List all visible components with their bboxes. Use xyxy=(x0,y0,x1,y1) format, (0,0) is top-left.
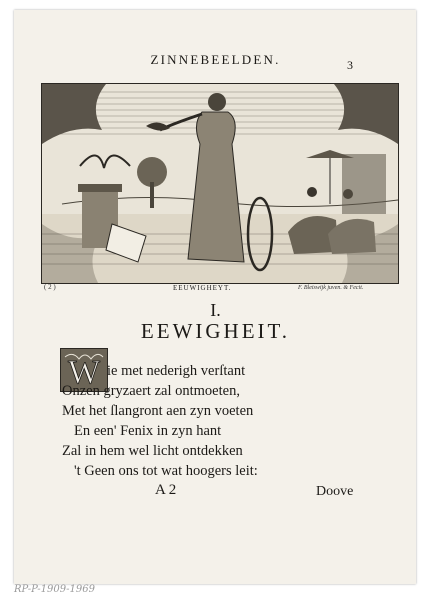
verse-line-4: En een' Fenix in zyn hant xyxy=(74,423,222,439)
verse-line-6: 't Geen ons tot wat hoogers leit: xyxy=(74,463,258,479)
verse-line-1: ie met nederigh verſtant xyxy=(107,363,246,379)
engraving-illustration xyxy=(42,84,398,283)
collection-stamp: RP-P-1909-1969 xyxy=(14,584,95,595)
engraving-title: EEUWIGHEYT. xyxy=(173,284,232,292)
engraving-plate-number: ( 2 ) xyxy=(44,283,56,291)
running-head: ZINNEBEELDEN. xyxy=(150,52,281,67)
catchword: Doove xyxy=(316,484,354,499)
section-title: EEWIGHEIT. xyxy=(140,319,291,343)
engraver-credit: F. Bleiswijk juven. & Fecit. xyxy=(298,285,364,291)
signature-mark: A 2 xyxy=(155,482,177,498)
verse-line-3: Met het ſlangront aen zyn voeten xyxy=(62,403,254,419)
page-number: 3 xyxy=(347,58,353,72)
section-numeral: I. xyxy=(210,300,221,320)
drop-cap-letter: W xyxy=(67,354,101,391)
verse-line-5: Zal in hem wel licht ontdekken xyxy=(62,443,243,459)
verse-line-2: Onzen gryzaert zal ontmoeten, xyxy=(62,383,240,399)
emblem-engraving xyxy=(41,83,399,284)
